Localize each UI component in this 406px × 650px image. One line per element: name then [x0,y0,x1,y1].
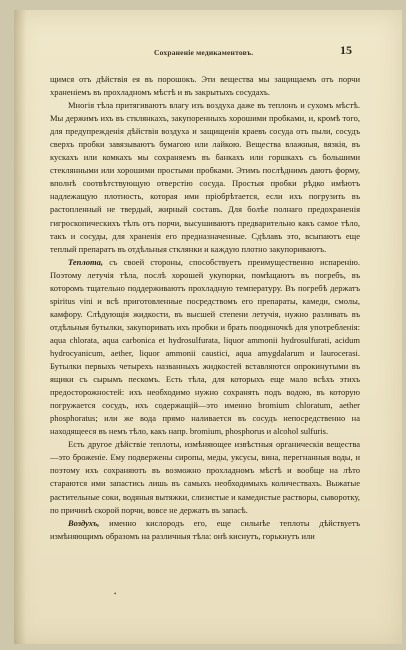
paragraph-continuation: щимся отъ дѣйствія ея въ порошокъ. Эти вещества мы защищаемъ отъ порчи храненіемъ въ прохладномъ мѣстѣ и въ закрытыхъ сосудахъ. [50,74,360,98]
page-number: 15 [340,43,352,57]
paragraph-moisture: Многія тѣла притягиваютъ влагу изъ воздуха даже въ теплонъ и сухомъ мѣстѣ. Мы держимъ ихъ въ стклянкахъ, закупоренныхъ хорошими пробками, и, кромѣ того, для предупрежденія дѣйствія воздуха и защищенія краевъ сосуда отъ пыли, сосудъ сверхъ пробки завязываютъ бумагою или лайкою. Вещества влажныя, вязкія, въ кускахъ или комкахъ мы сохраняемъ въ банкахъ или горшкахъ съ большими стеклянными или хорошими простыми пробками. Этимъ послѣднимъ даютъ форму, вполнѣ соотвѣтствующую отверстію сосуда. Простыя пробки рѣдко имѣютъ надлежащую плотность, которая ими пріобрѣтается, если ихъ погрузить въ растопленный не твердый, жирный составъ. Для болѣе полнаго предохраненія гигроскопическихъ тѣлъ отъ порчи, высушиваютъ предварительно какъ самое тѣло, такъ и сосуды, для храненія его предназначенные. Сдѣлавъ это, всыпаютъ еще теплый препаратъ въ отдѣльныя стклянки и каждую плотно закупориваютъ. [50,100,360,254]
body-text [50,73,360,543]
paragraph-air-text: именно кислородъ его, еще сильнѣе теплоты дѣйствуетъ измѣняющимъ образомъ на различныя тѣла: онѣ киснутъ, горькнутъ или [50,517,361,541]
paragraph-heat-lead: Теплота, [68,256,103,267]
footer-mark: • [114,590,117,598]
paragraph-air-lead: Воздухъ, [68,517,100,528]
paragraph-air [50,517,360,543]
paragraph-heat-text: съ своей стороны, способствуетъ преимущественно испаренію. Поэтому летучія тѣла, послѣ хорошей укупорки, помѣщаютъ въ погребъ, въ которомъ тщательно поддерживаютъ прохладную температуру. Въ погребѣ держатъ spiritus vini и всѣ приготовленные посредствомъ его препараты, камеди, смолы, камфору. Слѣдующія жидкости, въ высшей степени летучія, нужно разливать въ отдѣльныя бутылки, закупоривать ихъ пробки и брать поодиночкѣ для употребленія: aqua chlorata, aqua carbonica et hydrosulfurata, liquor ammonii hydrosulfurati, acidum hydrocyanicum, aether, liquor ammonii caustici, aqua amygdalarum и laurocerasi. Бутылки первыхъ четырехъ названныхъ жидкостей вставляются опрокинутыми въ ящики съ сырымъ пескомъ. Есть тѣла, для которыхъ еще мало всѣхъ этихъ предосторожностей: ихъ необходимо нужно сохранять подъ водою, въ которую погружается сосудъ, ихъ содержащій—это именно bromium chloratum, aether phosphoratus; или же вода прямо наливается въ сосудъ непосредственно на находящееся въ немъ тѣло, какъ напр. bromium, phosphorus и alcohol sulfuris. [50,256,360,437]
paragraph-heat [50,256,360,439]
paragraph-fermentation: Есть другое дѣйствіе теплоты, измѣняющее извѣстныя органическія вещества—это броженіе. Ему подвержены сиропы, меды, уксусы, вина, перегнанныя воды, и поэтому ихъ сохраняютъ въ возможно прохладномъ мѣстѣ и вообще на лѣто стараются ими запастись лишь въ самыхъ необходимыхъ количествахъ. Выжатые растительные соки, водяныя вытяжки, слизистые и камедистые растворы, сыворотку, по причинѣ скорой порчи, вовсе не держатъ въ запасѣ. [50,439,360,515]
running-title: Сохраненіе медикаментовъ. [154,48,254,57]
book-page [14,10,402,644]
